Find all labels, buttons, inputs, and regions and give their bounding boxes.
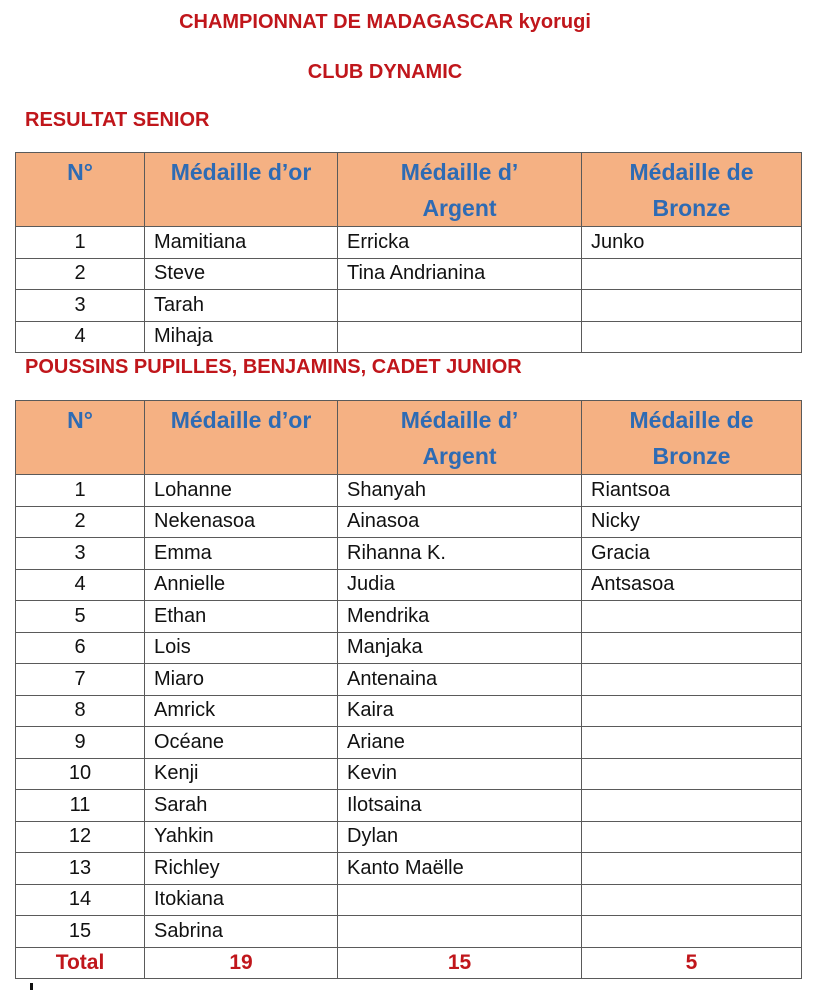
table-row bbox=[16, 790, 802, 822]
silver-medal-cell: Ilotsaina bbox=[338, 790, 582, 822]
gold-medal-cell: Mihaja bbox=[145, 321, 338, 353]
silver-medal-cell bbox=[338, 916, 582, 948]
rank-cell: 6 bbox=[16, 632, 145, 664]
bronze-medal-cell: Antsasoa bbox=[582, 569, 802, 601]
silver-medal-cell: Kevin bbox=[338, 758, 582, 790]
silver-medal-cell bbox=[338, 290, 582, 322]
table-row bbox=[16, 916, 802, 948]
total-bronze: 5 bbox=[582, 947, 802, 979]
rank-cell: 12 bbox=[16, 821, 145, 853]
silver-medal-cell: Antenaina bbox=[338, 664, 582, 696]
bronze-medal-cell bbox=[582, 790, 802, 822]
bronze-medal-cell bbox=[582, 916, 802, 948]
rank-cell: 4 bbox=[16, 321, 145, 353]
championship-title: CHAMPIONNAT DE MADAGASCAR kyorugi bbox=[179, 11, 591, 33]
youth-section-heading: POUSSINS PUPILLES, BENJAMINS, CADET JUNIOR bbox=[25, 356, 522, 378]
total-gold: 19 bbox=[145, 947, 338, 979]
gold-medal-cell: Nekenasoa bbox=[145, 506, 338, 538]
header-bronze-medal: Médaille de Bronze bbox=[582, 401, 802, 475]
silver-medal-cell: Tina Andrianina bbox=[338, 258, 582, 290]
bronze-medal-cell bbox=[582, 695, 802, 727]
table-row bbox=[16, 758, 802, 790]
silver-medal-cell: Ariane bbox=[338, 727, 582, 759]
gold-medal-cell: Miaro bbox=[145, 664, 338, 696]
table-header-row bbox=[16, 401, 802, 475]
gold-medal-cell: Richley bbox=[145, 853, 338, 885]
header-silver-medal: Médaille d’ Argent bbox=[338, 153, 582, 227]
bronze-medal-cell bbox=[582, 258, 802, 290]
total-silver: 15 bbox=[338, 947, 582, 979]
gold-medal-cell: Sarah bbox=[145, 790, 338, 822]
rank-cell: 1 bbox=[16, 227, 145, 259]
gold-medal-cell: Steve bbox=[145, 258, 338, 290]
table-row bbox=[16, 569, 802, 601]
table-row bbox=[16, 853, 802, 885]
gold-medal-cell: Ethan bbox=[145, 601, 338, 633]
header-number: N° bbox=[16, 401, 145, 475]
silver-medal-cell: Shanyah bbox=[338, 475, 582, 507]
bronze-medal-cell: Junko bbox=[582, 227, 802, 259]
rank-cell: 14 bbox=[16, 884, 145, 916]
bronze-medal-cell bbox=[582, 290, 802, 322]
bronze-medal-cell bbox=[582, 632, 802, 664]
rank-cell: 10 bbox=[16, 758, 145, 790]
page-edge-mark bbox=[30, 983, 33, 990]
silver-medal-cell bbox=[338, 884, 582, 916]
rank-cell: 11 bbox=[16, 790, 145, 822]
table-row bbox=[16, 695, 802, 727]
table-row bbox=[16, 821, 802, 853]
bronze-medal-cell bbox=[582, 727, 802, 759]
table-header-row bbox=[16, 153, 802, 227]
table-row bbox=[16, 884, 802, 916]
gold-medal-cell: Océane bbox=[145, 727, 338, 759]
table-row bbox=[16, 538, 802, 570]
gold-medal-cell: Mamitiana bbox=[145, 227, 338, 259]
silver-medal-cell: Ainasoa bbox=[338, 506, 582, 538]
table-row bbox=[16, 601, 802, 633]
table-row bbox=[16, 664, 802, 696]
header-gold-medal: Médaille d’or bbox=[145, 401, 338, 475]
youth-results-table bbox=[15, 400, 802, 979]
total-row bbox=[16, 947, 802, 979]
silver-medal-cell bbox=[338, 321, 582, 353]
bronze-medal-cell bbox=[582, 884, 802, 916]
header-silver-medal: Médaille d’ Argent bbox=[338, 401, 582, 475]
table-row bbox=[16, 475, 802, 507]
table-row bbox=[16, 632, 802, 664]
header-gold-medal: Médaille d’or bbox=[145, 153, 338, 227]
gold-medal-cell: Lois bbox=[145, 632, 338, 664]
table-row bbox=[16, 258, 802, 290]
bronze-medal-cell: Nicky bbox=[582, 506, 802, 538]
senior-section-heading: RESULTAT SENIOR bbox=[25, 109, 210, 131]
silver-medal-cell: Kaira bbox=[338, 695, 582, 727]
rank-cell: 2 bbox=[16, 506, 145, 538]
silver-medal-cell: Kanto Maëlle bbox=[338, 853, 582, 885]
table-row bbox=[16, 290, 802, 322]
gold-medal-cell: Lohanne bbox=[145, 475, 338, 507]
gold-medal-cell: Yahkin bbox=[145, 821, 338, 853]
gold-medal-cell: Annielle bbox=[145, 569, 338, 601]
bronze-medal-cell bbox=[582, 821, 802, 853]
rank-cell: 3 bbox=[16, 290, 145, 322]
rank-cell: 1 bbox=[16, 475, 145, 507]
table-row bbox=[16, 321, 802, 353]
silver-medal-cell: Dylan bbox=[338, 821, 582, 853]
senior-results-table bbox=[15, 152, 802, 353]
table-row bbox=[16, 727, 802, 759]
rank-cell: 5 bbox=[16, 601, 145, 633]
gold-medal-cell: Tarah bbox=[145, 290, 338, 322]
silver-medal-cell: Rihanna K. bbox=[338, 538, 582, 570]
rank-cell: 8 bbox=[16, 695, 145, 727]
gold-medal-cell: Emma bbox=[145, 538, 338, 570]
rank-cell: 9 bbox=[16, 727, 145, 759]
rank-cell: 13 bbox=[16, 853, 145, 885]
silver-medal-cell: Erricka bbox=[338, 227, 582, 259]
bronze-medal-cell bbox=[582, 664, 802, 696]
table-row bbox=[16, 227, 802, 259]
gold-medal-cell: Itokiana bbox=[145, 884, 338, 916]
silver-medal-cell: Manjaka bbox=[338, 632, 582, 664]
bronze-medal-cell bbox=[582, 853, 802, 885]
bronze-medal-cell: Riantsoa bbox=[582, 475, 802, 507]
rank-cell: 15 bbox=[16, 916, 145, 948]
gold-medal-cell: Kenji bbox=[145, 758, 338, 790]
bronze-medal-cell bbox=[582, 601, 802, 633]
rank-cell: 2 bbox=[16, 258, 145, 290]
bronze-medal-cell bbox=[582, 758, 802, 790]
table-row bbox=[16, 506, 802, 538]
rank-cell: 3 bbox=[16, 538, 145, 570]
gold-medal-cell: Sabrina bbox=[145, 916, 338, 948]
bronze-medal-cell: Gracia bbox=[582, 538, 802, 570]
bronze-medal-cell bbox=[582, 321, 802, 353]
silver-medal-cell: Judia bbox=[338, 569, 582, 601]
rank-cell: 4 bbox=[16, 569, 145, 601]
gold-medal-cell: Amrick bbox=[145, 695, 338, 727]
club-name: CLUB DYNAMIC bbox=[307, 61, 463, 83]
rank-cell: 7 bbox=[16, 664, 145, 696]
header-number: N° bbox=[16, 153, 145, 227]
total-label: Total bbox=[16, 947, 145, 979]
header-bronze-medal: Médaille de Bronze bbox=[582, 153, 802, 227]
silver-medal-cell: Mendrika bbox=[338, 601, 582, 633]
